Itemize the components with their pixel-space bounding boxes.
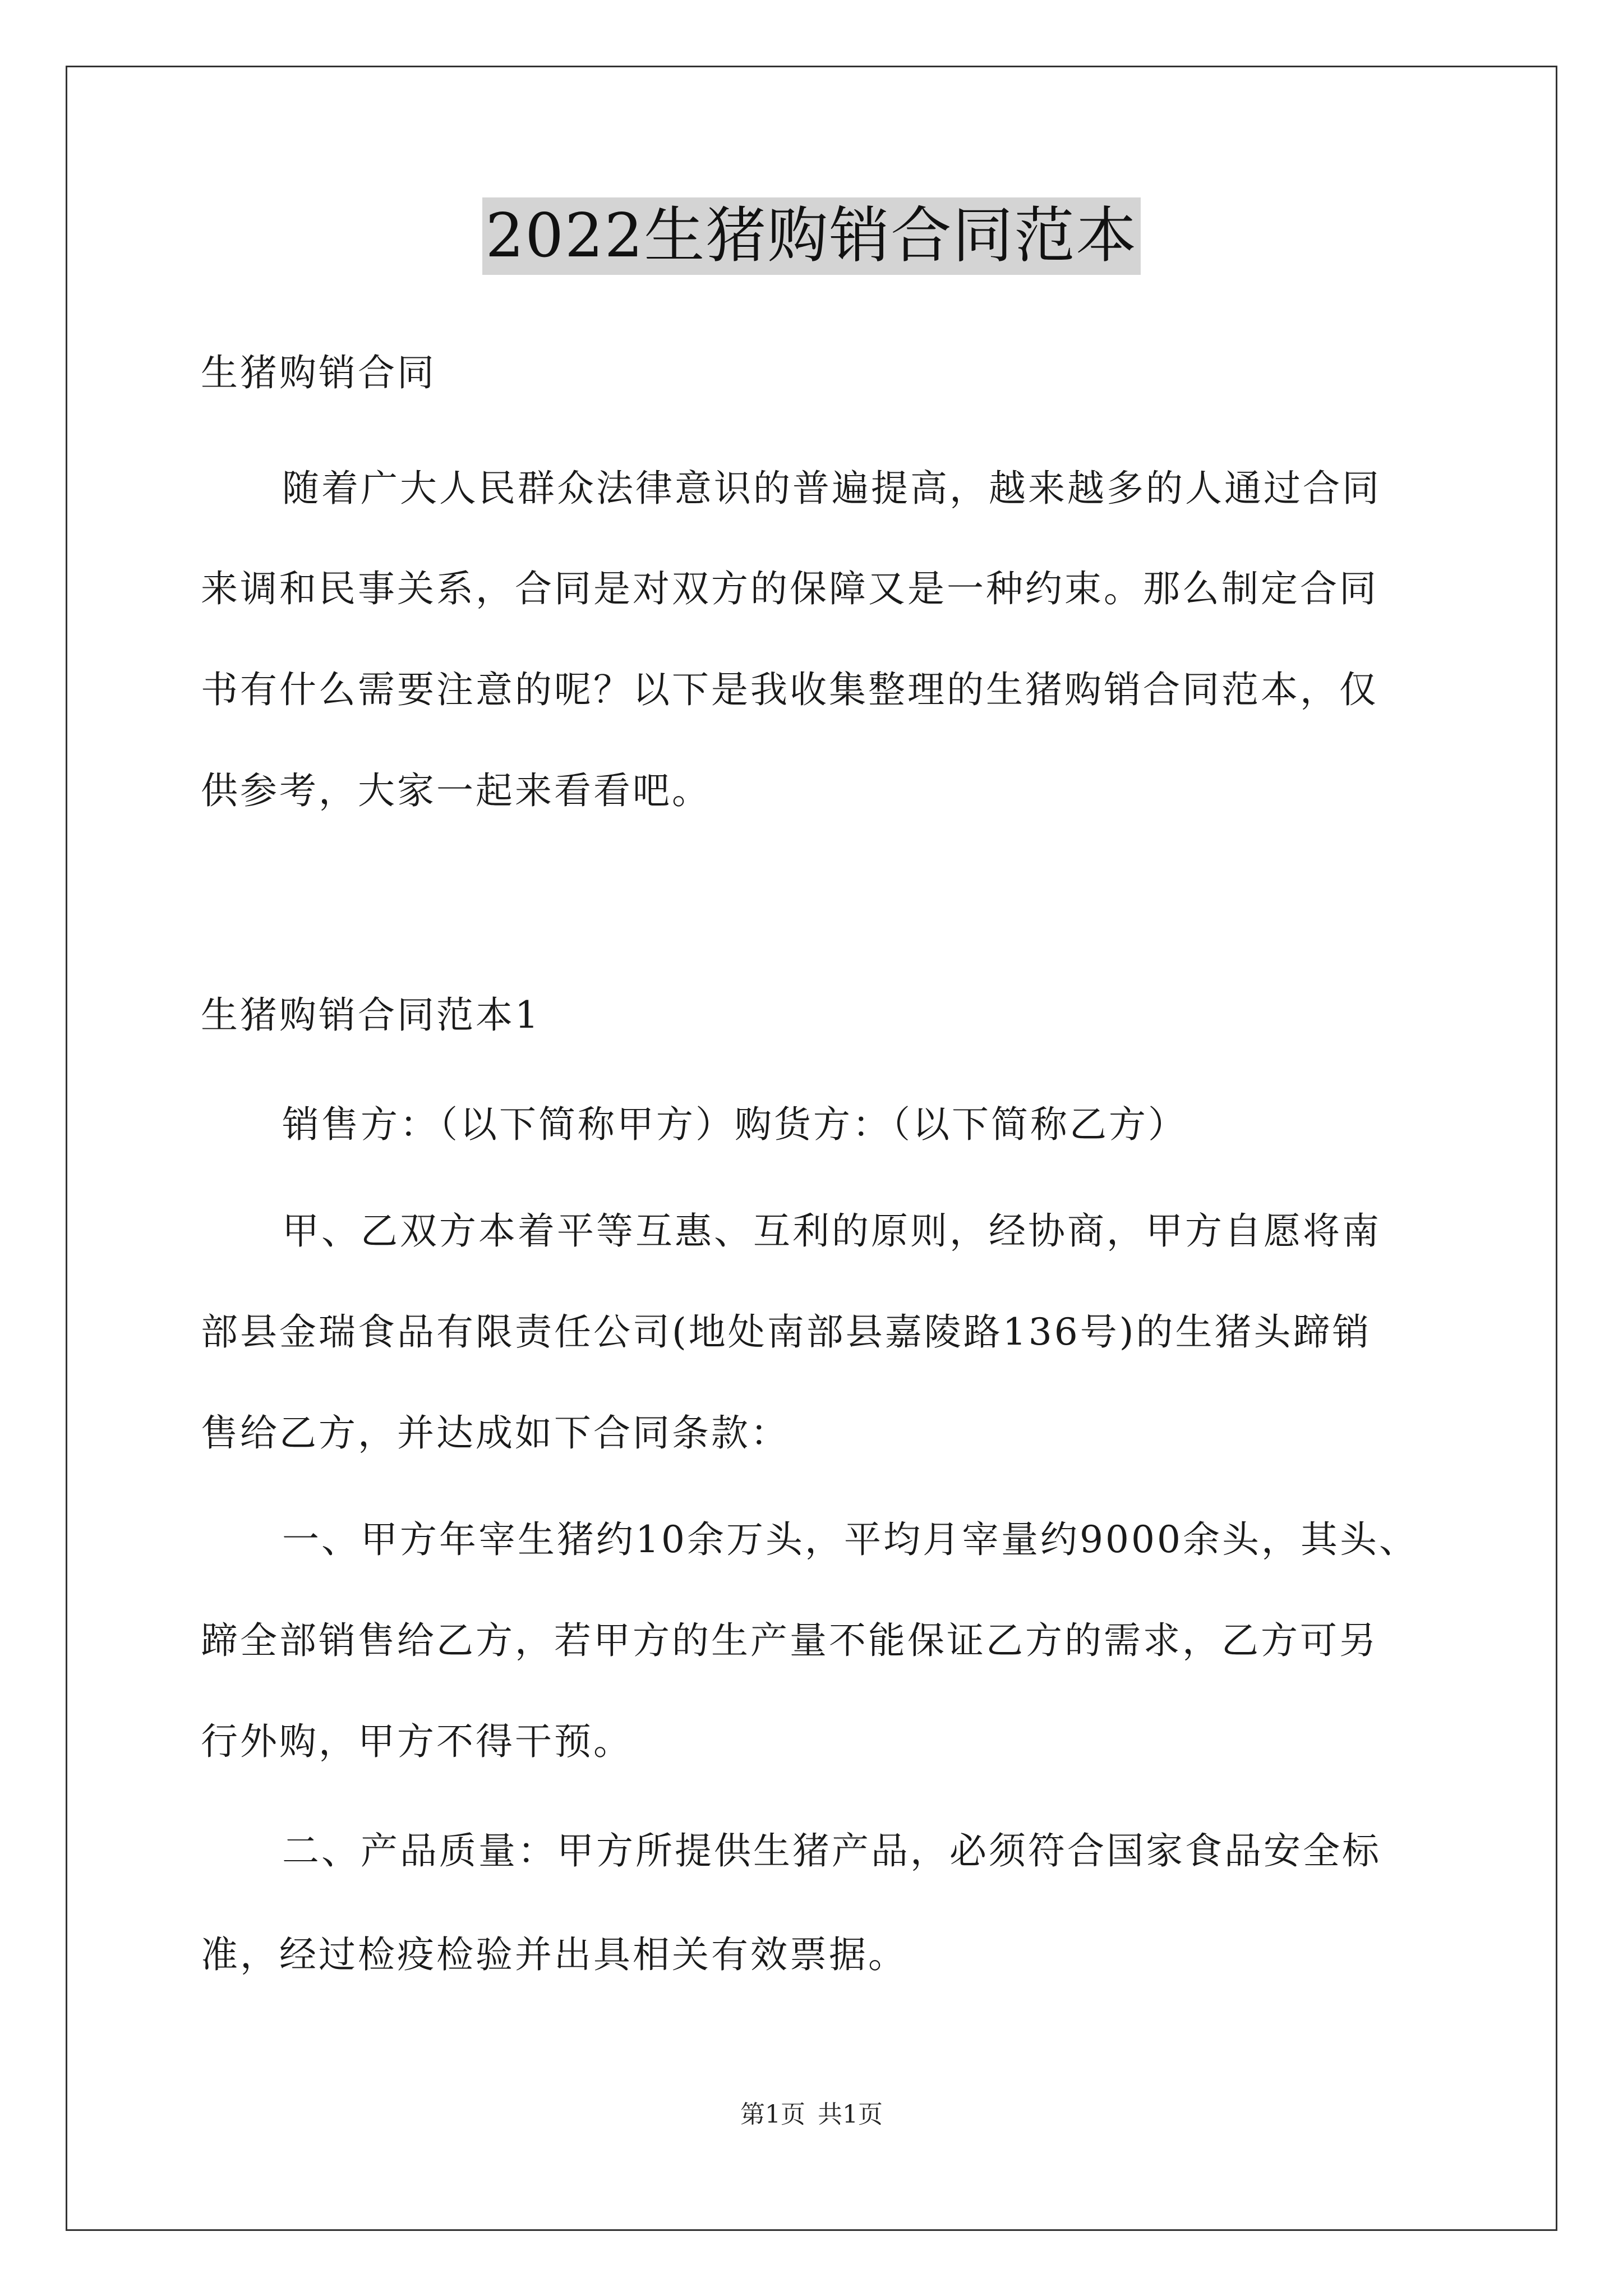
document-title: 2022生猪购销合同范本 [482,197,1141,275]
page-number: 第1页 [740,2100,805,2129]
paragraph-line: 书有什么需要注意的呢？以下是我收集整理的生猪购销合同范本，仅 [201,668,1378,711]
section-heading: 生猪购销合同范本1 [201,993,541,1037]
title-container [0,197,1623,275]
paragraph-line: 部县金瑞食品有限责任公司(地处南部县嘉陵路136号)的生猪头蹄销 [201,1310,1372,1354]
paragraph-line: 销售方：（以下简称甲方）购货方：（以下简称乙方） [282,1103,1187,1146]
page-total: 共1页 [818,2100,883,2129]
page-footer [0,2098,1623,2132]
paragraph-line: 二、产品质量：甲方所提供生猪产品，必须符合国家食品安全标 [282,1829,1381,1872]
section-heading: 生猪购销合同 [201,351,436,394]
paragraph-line: 随着广大人民群众法律意识的普遍提高，越来越多的人通过合同 [282,467,1381,510]
paragraph-line: 一、甲方年宰生猪约10余万头，平均月宰量约9000余头，其头、 [282,1518,1418,1561]
paragraph-line: 蹄全部销售给乙方，若甲方的生产量不能保证乙方的需求，乙方可另 [201,1619,1378,1662]
paragraph-line: 甲、乙双方本着平等互惠、互利的原则，经协商，甲方自愿将南 [282,1209,1381,1253]
paragraph-line: 行外购，甲方不得干预。 [201,1720,633,1763]
paragraph-line: 售给乙方，并达成如下合同条款： [201,1411,790,1455]
paragraph-line: 供参考，大家一起来看看吧。 [201,769,711,812]
paragraph-line: 准，经过检疫检验并出具相关有效票据。 [201,1933,907,1976]
paragraph-line: 来调和民事关系，合同是对双方的保障又是一种约束。那么制定合同 [201,567,1378,610]
